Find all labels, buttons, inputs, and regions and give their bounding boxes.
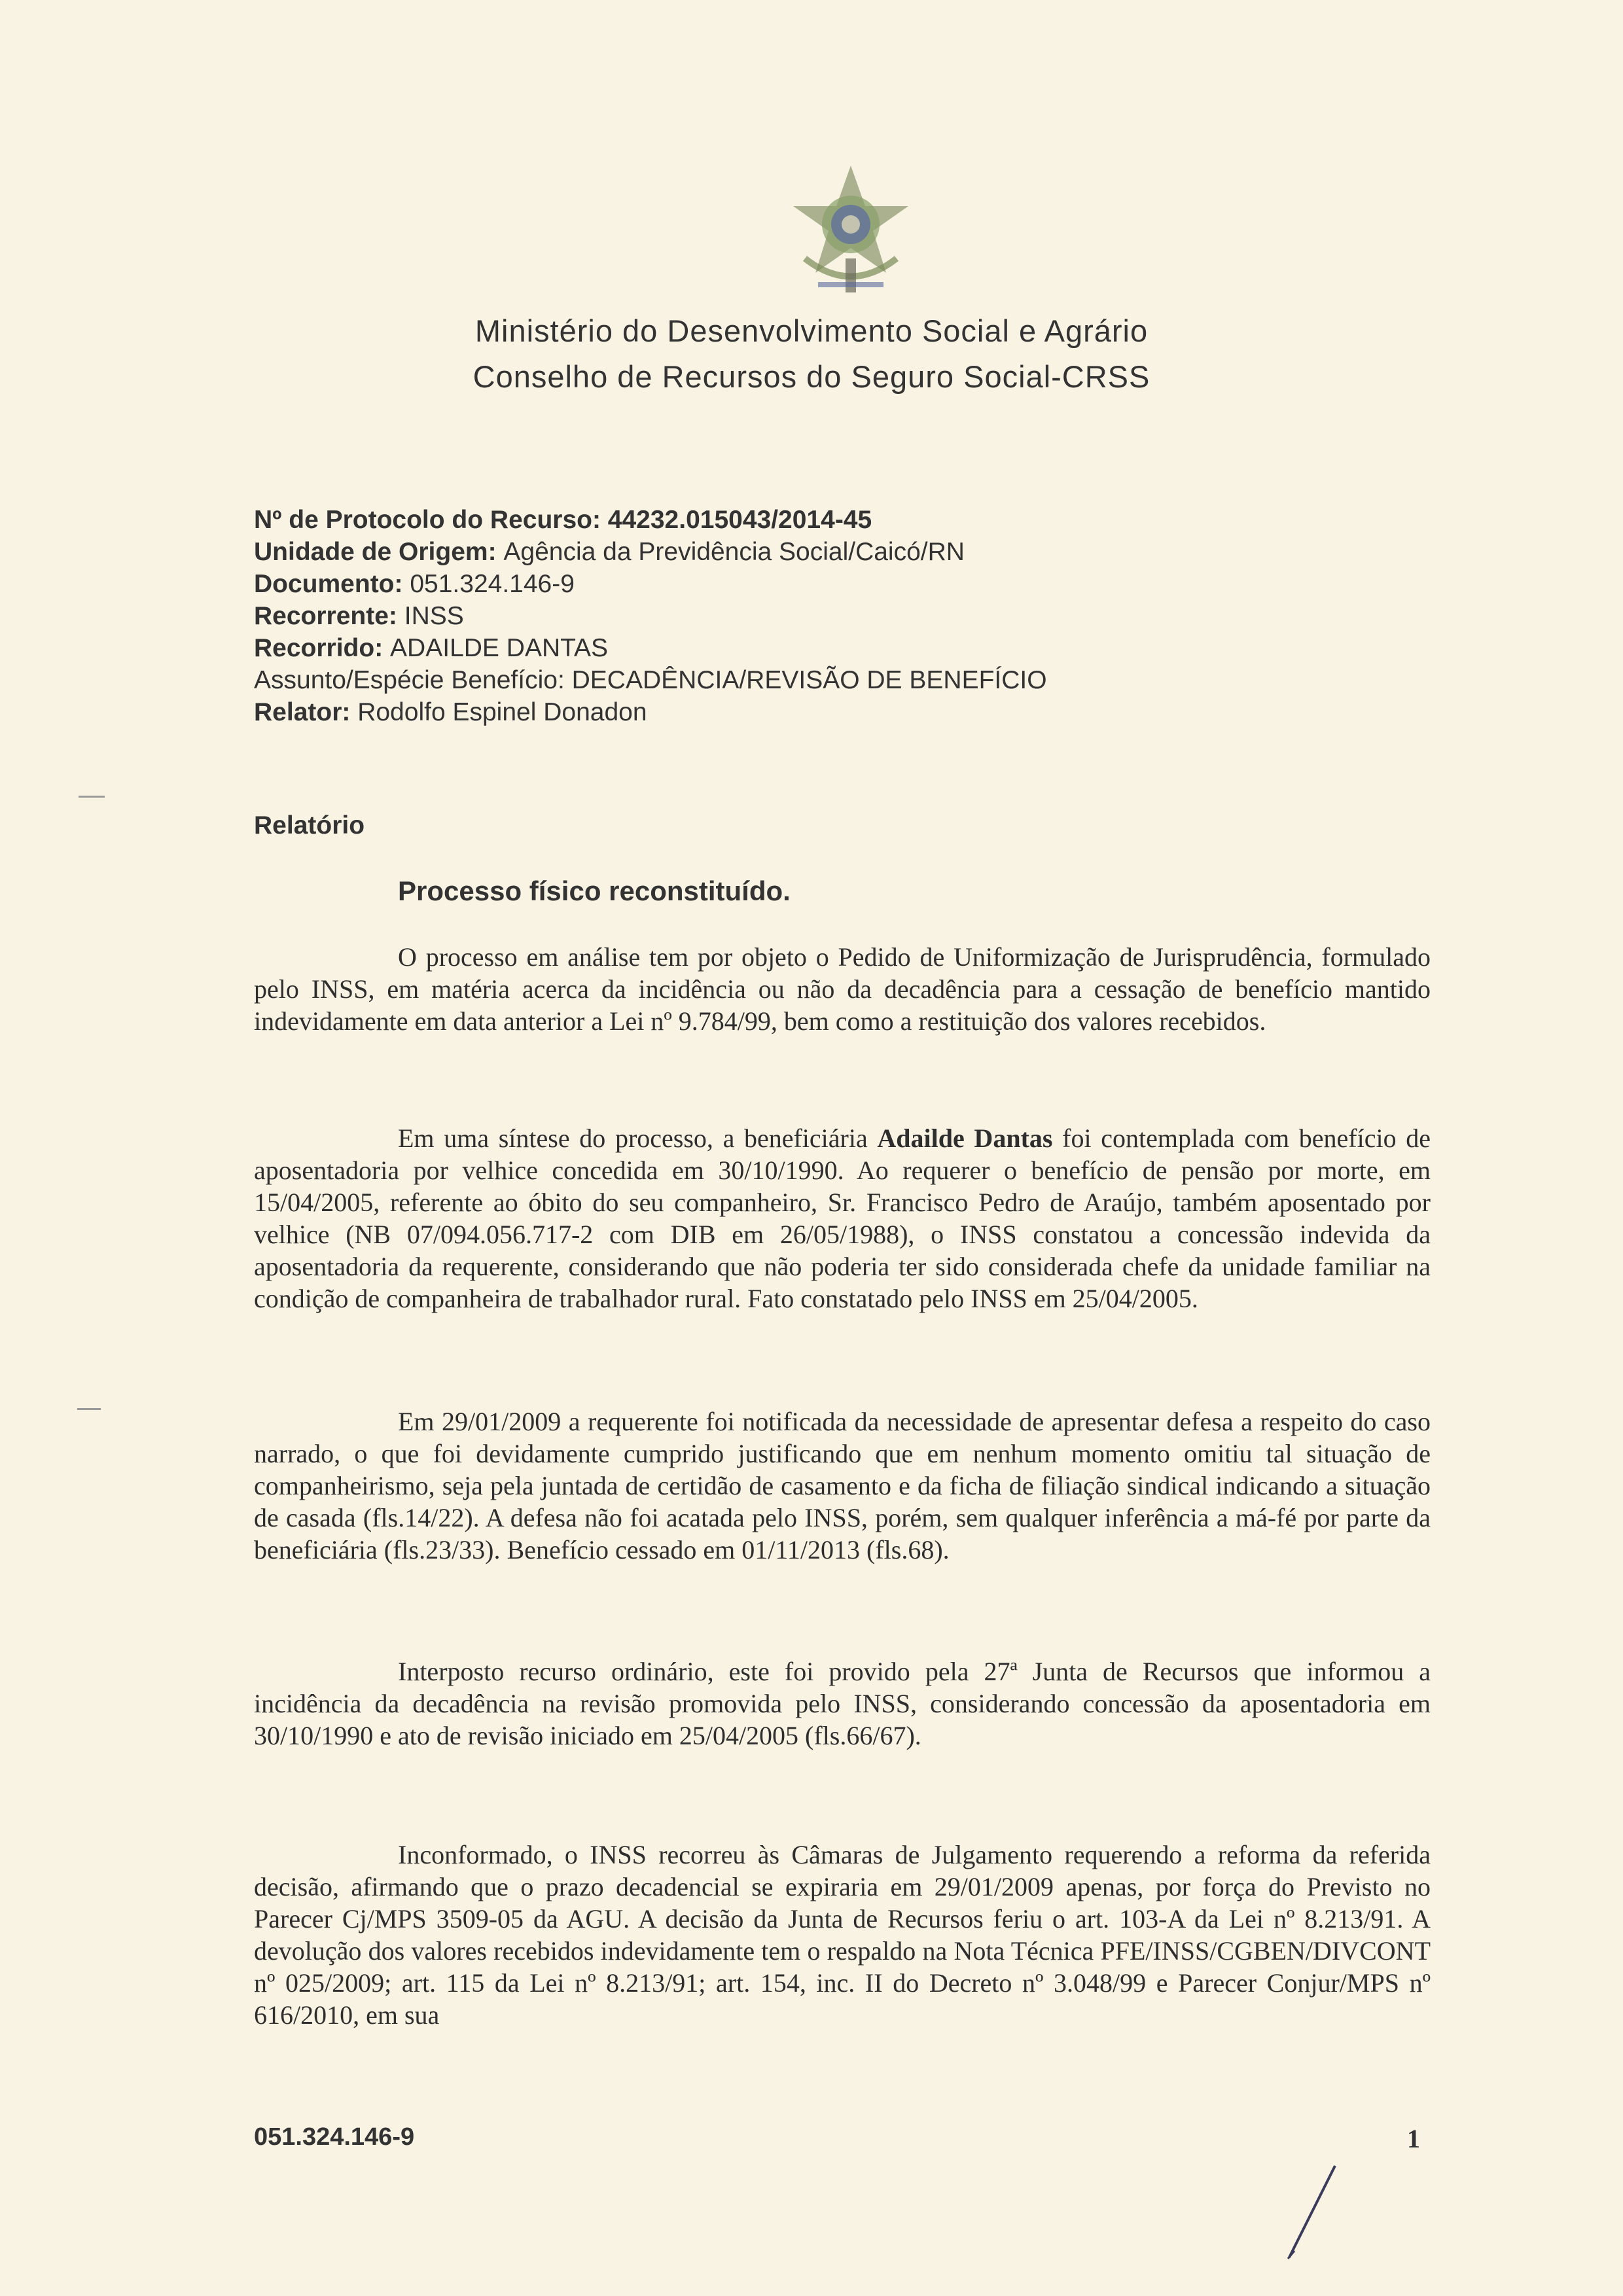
paragraph-2-end: foi contemplada com benefício de aposentadoria por velhice concedida em 30/10/1990. Ao requerer o benefício de pensão por morte, em 15/04/2005, referente ao óbito do seu companheiro, Sr. Francisco Pedro de Araújo, também aposentado por velhice (NB 07/094.056.717-2 com DIB em 26/05/1988), o INSS constatou a concessão indevida da aposentadoria da requerente, considerando que não poderia ter sido considerada chefe da unidade familiar na condição de companheira de trabalhador rural. Fato constatado pelo INSS em 25/04/2005.	[254, 1123, 1431, 1313]
paragraph-4: Interposto recurso ordinário, este foi provido pela 27ª Junta de Recursos que informou a incidência da decadência na revisão promovida pelo INSS, considerando concessão da aposentadoria em 30/10/1990 e ato de revisão iniciado em 25/04/2005 (fls.66/67).	[254, 1657, 1431, 1750]
report-subtitle: Processo físico reconstituído.	[398, 875, 791, 906]
council-name: Conselho de Recursos do Seguro Social-CRSS	[473, 359, 1150, 394]
beneficiary-name: Adailde Dantas	[877, 1123, 1053, 1153]
coat-of-arms-icon	[779, 160, 923, 304]
recorrente-label: Recorrente:	[254, 602, 397, 630]
relator-value: Rodolfo Espinel Donadon	[357, 698, 647, 726]
unidade-value: Agência da Previdência Social/Caicó/RN	[503, 538, 965, 566]
recorrido-label: Recorrido:	[254, 634, 383, 662]
assunto-value: DECADÊNCIA/REVISÃO DE BENEFÍCIO	[571, 666, 1047, 694]
report-title: Relatório	[254, 811, 365, 839]
footer-document-number: 051.324.146-9	[254, 2123, 415, 2151]
page-number: 1	[1407, 2124, 1420, 2153]
relator-label: Relator:	[254, 698, 351, 726]
documento-row	[254, 568, 1432, 600]
recorrente-row	[254, 600, 1432, 632]
unidade-label: Unidade de Origem:	[254, 538, 497, 566]
recorrente-value: INSS	[404, 602, 464, 630]
process-metadata	[254, 504, 1432, 728]
recorrido-value: ADAILDE DANTAS	[390, 634, 609, 662]
documento-value: 051.324.146-9	[410, 570, 575, 598]
margin-mark	[77, 1408, 101, 1410]
margin-mark	[79, 796, 105, 798]
unidade-row	[254, 536, 1432, 568]
paragraph-2-start: Em uma síntese do processo, a beneficiária	[398, 1123, 878, 1153]
protocolo-value: 44232.015043/2014-45	[607, 506, 872, 534]
signature-mark-icon	[1276, 2159, 1355, 2264]
paragraph-2	[254, 1122, 1431, 1315]
ministry-name: Ministério do Desenvolvimento Social e Agrário	[474, 313, 1149, 348]
recorrido-row	[254, 632, 1432, 664]
assunto-row	[254, 664, 1432, 696]
paragraph-3: Em 29/01/2009 a requerente foi notificada da necessidade de apresentar defesa a respeito do caso narrado, o que foi devidamente cumprido justificando que em nenhum momento omitiu tal situação de companheirismo, seja pela juntada de certidão de casamento e da ficha de filiação sindical indicando a situação de casada (fls.14/22). A defesa não foi acatada pelo INSS, porém, sem qualquer inferência a má-fé por parte da beneficiária (fls.23/33). Benefício cessado em 01/11/2013 (fls.68).	[254, 1407, 1431, 1564]
relator-row	[254, 696, 1432, 728]
protocolo-label: Nº de Protocolo do Recurso:	[254, 506, 601, 534]
protocolo-row	[254, 504, 1432, 536]
documento-label: Documento:	[254, 570, 403, 598]
paragraph-5: Inconformado, o INSS recorreu às Câmaras de Julgamento requerendo a reforma da referida decisão, afirmando que o prazo decadencial se expiraria em 29/01/2009 apenas, por força do Previsto no Parecer Cj/MPS 3509-05 da AGU. A decisão da Junta de Recursos feriu o art. 103-A da Lei nº 8.213/91. A devolução dos valores recebidos indevidamente tem o respaldo na Nota Técnica PFE/INSS/CGBEN/DIVCONT nº 025/2009; art. 115 da Lei nº 8.213/91; art. 154, inc. II do Decreto nº 3.048/99 e Parecer Conjur/MPS nº 616/2010, em sua	[254, 1840, 1431, 2030]
assunto-label: Assunto/Espécie Benefício:	[254, 666, 565, 694]
paragraph-1: O processo em análise tem por objeto o Pedido de Uniformização de Jurisprudência, formulado pelo INSS, em matéria acerca da incidência ou não da decadência para a cessação de benefício mantido indevidamente em data anterior a Lei nº 9.784/99, bem como a restituição dos valores recebidos.	[254, 942, 1431, 1036]
